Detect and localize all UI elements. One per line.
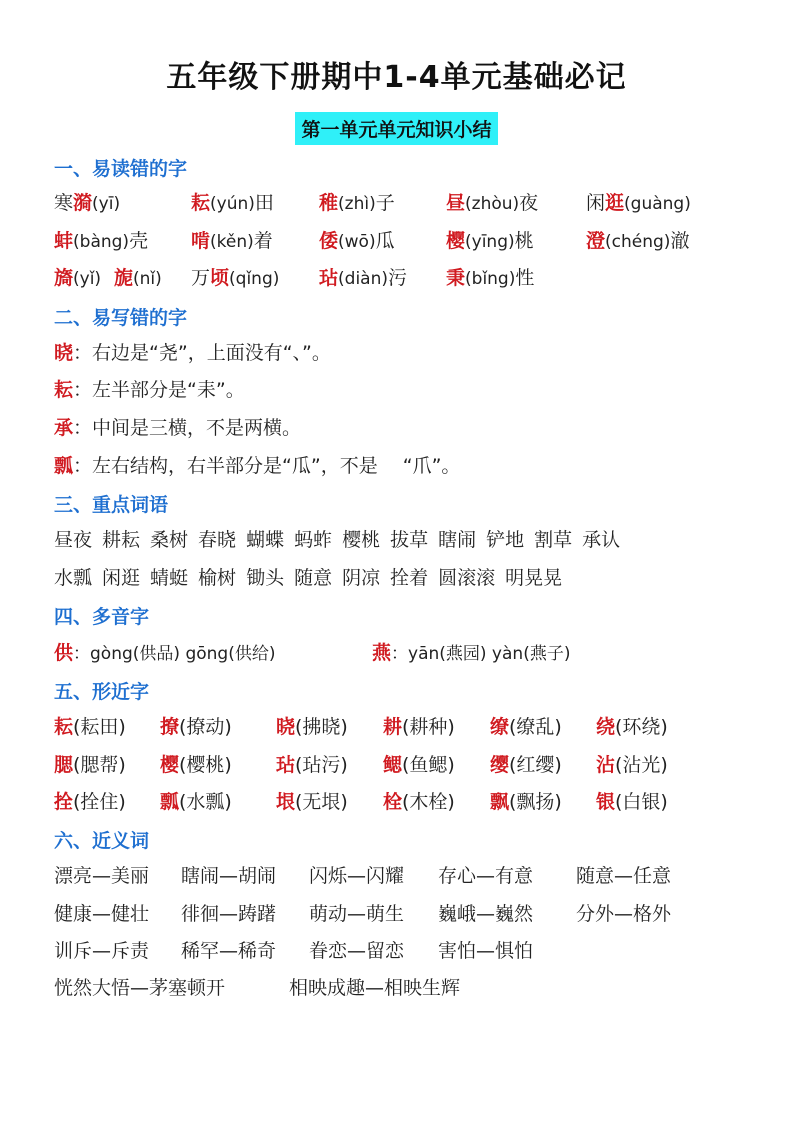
word: 樱桃	[342, 529, 381, 551]
key-char: 承	[54, 417, 74, 439]
key-char: 供	[54, 642, 74, 664]
synonym-pair: 健康—健壮	[54, 903, 150, 925]
key-char: 垠	[276, 791, 296, 813]
similar-char-item	[160, 789, 232, 815]
heading-easy-miswrite: 二、易写错的字	[54, 307, 188, 329]
example-word: (红缨)	[509, 754, 562, 776]
misread-item	[586, 190, 691, 217]
word: 明晃晃	[505, 567, 563, 589]
key-char: 撩	[160, 716, 180, 738]
key-char: 晓	[54, 342, 74, 364]
pinyin: (yún)	[210, 194, 255, 214]
synonym-pair: 稀罕—稀奇	[181, 940, 277, 962]
pinyin: (wō)	[338, 232, 376, 252]
example-word: (沾光)	[615, 754, 668, 776]
key-char: 鳃	[383, 754, 403, 776]
key-char: 瓢	[160, 791, 180, 813]
pinyin: (kěn)	[210, 232, 254, 252]
misread-item	[319, 190, 395, 217]
example-word: (水瓢)	[179, 791, 232, 813]
heading-polyphonic: 四、多音字	[54, 606, 150, 628]
example-word: (白银)	[615, 791, 668, 813]
heading-easy-misread: 一、易读错的字	[54, 158, 188, 180]
key-words-row-2	[54, 565, 572, 591]
pinyin: (bǐng)	[465, 269, 516, 289]
context-char: 澈	[670, 230, 690, 252]
heading-key-words: 三、重点词语	[54, 494, 169, 516]
key-char: 沾	[596, 754, 616, 776]
example-word: (耘田)	[73, 716, 126, 738]
pinyin: (chéng)	[605, 232, 671, 252]
misread-item	[586, 228, 689, 255]
miswrite-item	[54, 377, 245, 403]
synonym-pair: 漂亮—美丽	[54, 865, 150, 887]
context-char: 寒	[54, 192, 74, 214]
similar-char-item	[490, 752, 562, 778]
key-char: 耘	[54, 716, 74, 738]
misread-item	[114, 265, 162, 292]
misread-item	[54, 265, 101, 292]
example-word: (鱼鳃)	[402, 754, 455, 776]
misread-item	[54, 190, 120, 217]
miswrite-note: ：左右结构，右半部分是“瓜”，不是 “爪”。	[73, 455, 461, 477]
key-char: 晓	[276, 716, 296, 738]
section-banner: 第一单元单元知识小结	[295, 112, 497, 145]
word: 拴着	[390, 567, 429, 589]
context-char: 夜	[519, 192, 539, 214]
word: 昼夜	[54, 529, 93, 551]
word: 蚂蚱	[294, 529, 333, 551]
word: 春晓	[198, 529, 237, 551]
word: 蝴蝶	[246, 529, 285, 551]
misread-item	[446, 228, 534, 255]
heading-synonyms: 六、近义词	[54, 830, 150, 852]
similar-char-item	[490, 714, 562, 740]
word: 锄头	[246, 567, 285, 589]
misread-item	[191, 190, 274, 217]
misread-item	[446, 190, 538, 217]
synonym-pair: 徘徊—踌躇	[181, 903, 277, 925]
context-char: 万	[191, 267, 211, 289]
misread-item	[319, 265, 407, 292]
similar-char-item	[54, 789, 126, 815]
key-char: 旖	[54, 267, 74, 289]
miswrite-note: ：右边是“尧”，上面没有“、”。	[73, 342, 331, 364]
synonym-pair: 闪烁—闪耀	[309, 865, 405, 887]
synonym-pair: 恍然大悟—茅塞顿开	[54, 977, 226, 999]
similar-char-item	[490, 789, 562, 815]
similar-char-item	[54, 752, 126, 778]
key-char: 澄	[586, 230, 606, 252]
key-char: 燕	[372, 642, 392, 664]
context-char: 壳	[129, 230, 149, 252]
similar-char-item	[54, 714, 126, 740]
key-char: 漪	[73, 192, 93, 214]
synonym-pair: 害怕—惧怕	[438, 940, 534, 962]
subtitle-wrap	[0, 112, 793, 145]
word: 榆树	[198, 567, 237, 589]
pinyin: (yǐ)	[73, 269, 102, 289]
miswrite-note: ：中间是三横，不是两横。	[73, 417, 302, 439]
word: 蜻蜓	[150, 567, 189, 589]
synonym-pair: 相映成趣—相映生辉	[289, 977, 461, 999]
similar-char-item	[276, 714, 348, 740]
key-char: 绕	[596, 716, 616, 738]
context-char: 性	[515, 267, 535, 289]
key-char: 旎	[114, 267, 134, 289]
example-word: (缭乱)	[509, 716, 562, 738]
context-char: 田	[254, 192, 274, 214]
polyphonic-item	[54, 640, 275, 667]
key-char: 啃	[191, 230, 211, 252]
synonym-pair: 萌动—萌生	[309, 903, 405, 925]
key-char: 稚	[319, 192, 339, 214]
misread-item	[191, 265, 279, 292]
pinyin: (yī)	[92, 194, 121, 214]
word: 桑树	[150, 529, 189, 551]
misread-item	[191, 228, 273, 255]
pinyin: (guàng)	[624, 194, 691, 214]
similar-char-item	[276, 789, 348, 815]
word: 拔草	[390, 529, 429, 551]
key-char: 樱	[446, 230, 466, 252]
example-word: (耕种)	[402, 716, 455, 738]
pinyin: (zhì)	[338, 194, 376, 214]
key-words-row-1	[54, 527, 630, 553]
example-word: (腮帮)	[73, 754, 126, 776]
key-char: 耘	[191, 192, 211, 214]
key-char: 拴	[54, 791, 74, 813]
context-char: 着	[253, 230, 273, 252]
miswrite-item	[54, 453, 460, 479]
key-char: 瓢	[54, 455, 74, 477]
miswrite-item	[54, 340, 331, 366]
similar-char-item	[596, 752, 668, 778]
word: 割草	[534, 529, 573, 551]
word: 水瓢	[54, 567, 93, 589]
similar-char-item	[383, 752, 455, 778]
polyphonic-readings: ：gòng(供品) gōng(供给)	[73, 644, 276, 664]
similar-char-item	[596, 714, 668, 740]
example-word: (飘扬)	[509, 791, 562, 813]
example-word: (无垠)	[295, 791, 348, 813]
similar-char-item	[160, 714, 232, 740]
word: 闲逛	[102, 567, 141, 589]
word: 承认	[582, 529, 621, 551]
example-word: (樱桃)	[179, 754, 232, 776]
pinyin: (diàn)	[338, 269, 388, 289]
similar-char-item	[160, 752, 232, 778]
similar-char-item	[276, 752, 348, 778]
example-word: (拂晓)	[295, 716, 348, 738]
key-char: 腮	[54, 754, 74, 776]
pinyin: (nǐ)	[133, 269, 162, 289]
synonym-pair: 分外—格外	[576, 903, 672, 925]
misread-item	[54, 228, 148, 255]
key-char: 玷	[319, 267, 339, 289]
key-char: 昼	[446, 192, 466, 214]
synonym-pair: 瞎闹—胡闹	[181, 865, 277, 887]
miswrite-item	[54, 415, 301, 441]
word: 铲地	[486, 529, 525, 551]
polyphonic-item	[372, 640, 570, 667]
misread-item	[446, 265, 534, 292]
key-char: 栓	[383, 791, 403, 813]
key-char: 玷	[276, 754, 296, 776]
example-word: (撩动)	[179, 716, 232, 738]
context-char: 污	[388, 267, 408, 289]
page-title: 五年级下册期中1-4单元基础必记	[166, 60, 627, 95]
synonym-pair: 眷恋—留恋	[309, 940, 405, 962]
synonym-pair: 随意—任意	[576, 865, 672, 887]
context-char: 子	[375, 192, 395, 214]
pinyin: (bàng)	[73, 232, 130, 252]
example-word: (木栓)	[402, 791, 455, 813]
key-char: 缨	[490, 754, 510, 776]
key-char: 耕	[383, 716, 403, 738]
synonym-pair: 存心—有意	[438, 865, 534, 887]
key-char: 樱	[160, 754, 180, 776]
similar-char-item	[383, 789, 455, 815]
key-char: 倭	[319, 230, 339, 252]
key-char: 蚌	[54, 230, 74, 252]
heading-similar-chars: 五、形近字	[54, 681, 150, 703]
example-word: (环绕)	[615, 716, 668, 738]
key-char: 缭	[490, 716, 510, 738]
example-word: (拴住)	[73, 791, 126, 813]
key-char: 飘	[490, 791, 510, 813]
context-char: 桃	[514, 230, 534, 252]
word: 阴凉	[342, 567, 381, 589]
example-word: (玷污)	[295, 754, 348, 776]
pinyin: (yīng)	[465, 232, 515, 252]
key-char: 顷	[210, 267, 230, 289]
word: 耕耘	[102, 529, 141, 551]
pinyin: (qǐng)	[229, 269, 280, 289]
key-char: 秉	[446, 267, 466, 289]
similar-char-item	[596, 789, 668, 815]
word: 圆滚滚	[438, 567, 496, 589]
context-char: 闲	[586, 192, 606, 214]
miswrite-note: ：左半部分是“耒”。	[73, 379, 245, 401]
synonym-pair: 巍峨—巍然	[438, 903, 534, 925]
pinyin: (zhòu)	[465, 194, 520, 214]
polyphonic-readings: ：yān(燕园) yàn(燕子)	[391, 644, 571, 664]
similar-char-item	[383, 714, 455, 740]
synonym-pair: 训斥—斥责	[54, 940, 150, 962]
context-char: 瓜	[375, 230, 395, 252]
key-char: 银	[596, 791, 616, 813]
key-char: 耘	[54, 379, 74, 401]
key-char: 逛	[605, 192, 625, 214]
misread-item	[319, 228, 395, 255]
word: 瞎闹	[438, 529, 477, 551]
word: 随意	[294, 567, 333, 589]
